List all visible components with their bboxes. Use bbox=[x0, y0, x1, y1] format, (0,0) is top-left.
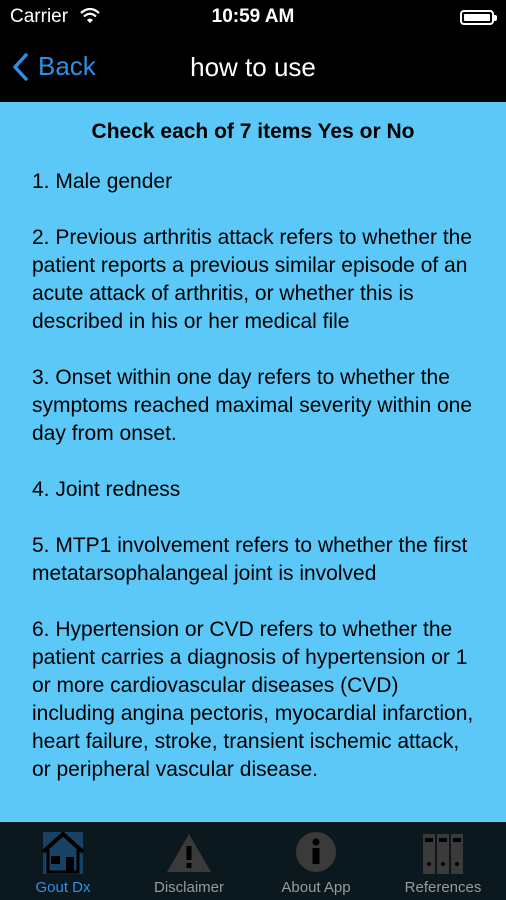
navigation-bar bbox=[0, 36, 506, 102]
status-bar bbox=[0, 0, 506, 36]
back-label: Back bbox=[38, 51, 96, 81]
page-title: how to use bbox=[190, 52, 316, 82]
binders-icon bbox=[380, 830, 506, 876]
tab-gout-dx[interactable] bbox=[0, 822, 126, 900]
criteria-item: 1. Male gender bbox=[32, 170, 173, 193]
tab-references[interactable] bbox=[380, 822, 506, 900]
criteria-item: 6. Hypertension or CVD refers to whether the patient carries a diagnosis of hypertension or 1 or more cardiovascular diseases (CVD) including angina pectoris, myocardial infarction, heart failure, stroke, transient ischemic attack, or peripheral vascular disease. bbox=[32, 618, 474, 781]
instructions-scroll-area[interactable] bbox=[0, 102, 506, 822]
house-icon bbox=[0, 830, 126, 876]
warning-icon bbox=[126, 830, 252, 876]
criteria-list bbox=[0, 168, 506, 784]
tab-label: About App bbox=[281, 879, 351, 896]
clock: 10:59 AM bbox=[211, 6, 295, 27]
criteria-item: 3. Onset within one day refers to whether the symptoms reached maximal severity within one day from onset. bbox=[32, 366, 472, 445]
tab-about-app[interactable] bbox=[253, 822, 379, 900]
carrier-label: Carrier bbox=[10, 6, 69, 27]
info-icon bbox=[253, 830, 379, 876]
instructions-heading: Check each of 7 items Yes or No bbox=[91, 120, 415, 143]
tab-label: Disclaimer bbox=[153, 879, 224, 896]
tab-disclaimer[interactable] bbox=[126, 822, 252, 900]
criteria-item: 5. MTP1 involvement refers to whether the first metatarsophalangeal joint is involved bbox=[32, 534, 468, 585]
battery-icon bbox=[460, 10, 494, 25]
criteria-item: 2. Previous arthritis attack refers to whether the patient reports a previous similar episode of an acute attack of arthritis, or whether this is described in his or her medical file bbox=[32, 226, 473, 333]
tab-bar bbox=[0, 822, 506, 900]
criteria-item: 4. Joint redness bbox=[32, 478, 181, 501]
tab-label: References bbox=[404, 879, 482, 896]
tab-label: Gout Dx bbox=[35, 879, 91, 896]
